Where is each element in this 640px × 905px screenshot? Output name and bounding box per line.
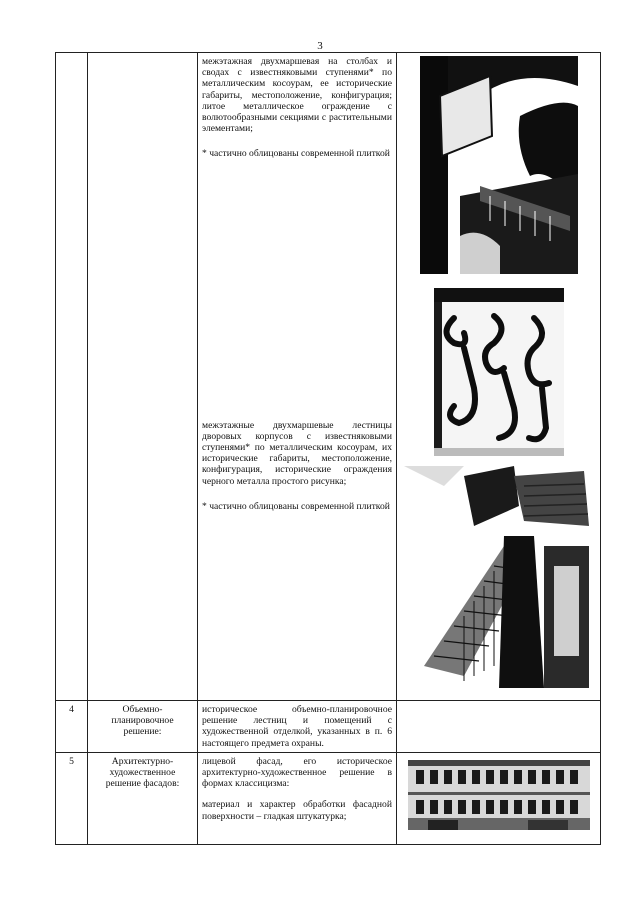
row-label: Объемно-планировочное решение:: [88, 701, 198, 753]
stair-yard-description: межэтажные двухмаршевые лестницы дворовых корпусов с известняковыми ступенями* по металлическим косоурам, их исторические габариты, местоположение, конфигурация, исторические ограждения черного металла простого рисунка;: [202, 419, 392, 487]
facade-description: лицевой фасад, его историческое архитектурно-художественное решение в формах классицизма:: [202, 755, 392, 790]
row-number: 4: [56, 701, 88, 753]
row-number: [56, 53, 88, 701]
staircase-photo: [420, 56, 578, 274]
row-description: [198, 53, 397, 701]
stair-main-description: межэтажная двухмаршевая на столбах и сводах с известняковыми ступенями* по металлическим косоурам, ее исторические габариты, местоположение, конфигурация; литое металлическое ограждение с волютообразными секциями с растительными элементами;: [202, 56, 392, 135]
row-label: Архитектурно-художественное решение фасадов:: [88, 752, 198, 844]
table-row: [56, 752, 601, 844]
facade-photo: [408, 756, 590, 834]
stair-yard-note: * частично облицованы современной плиткой: [202, 500, 390, 512]
table-row: [56, 53, 601, 701]
yard-staircase-photo: [404, 466, 594, 688]
row-photos: [397, 752, 601, 844]
stair-main-note: * частично облицованы современной плиткой: [202, 148, 390, 160]
row-description: [198, 752, 397, 844]
row-number: 5: [56, 752, 88, 844]
protection-subject-table: [55, 52, 601, 845]
page-number: 3: [317, 40, 323, 52]
row-label: [88, 53, 198, 701]
facade-material: материал и характер обработки фасадной поверхности – гладкая штукатурка;: [202, 799, 392, 822]
layout-description: историческое объемно-планировочное решение лестниц и помещений с художественной отделкой, указанных в п. 6 настоящего предмета охраны.: [202, 704, 392, 749]
row-photos: [397, 53, 601, 701]
table-row: [56, 701, 601, 753]
railing-detail-photo: [434, 288, 564, 456]
row-photos: [397, 701, 601, 753]
row-description: [198, 701, 397, 753]
